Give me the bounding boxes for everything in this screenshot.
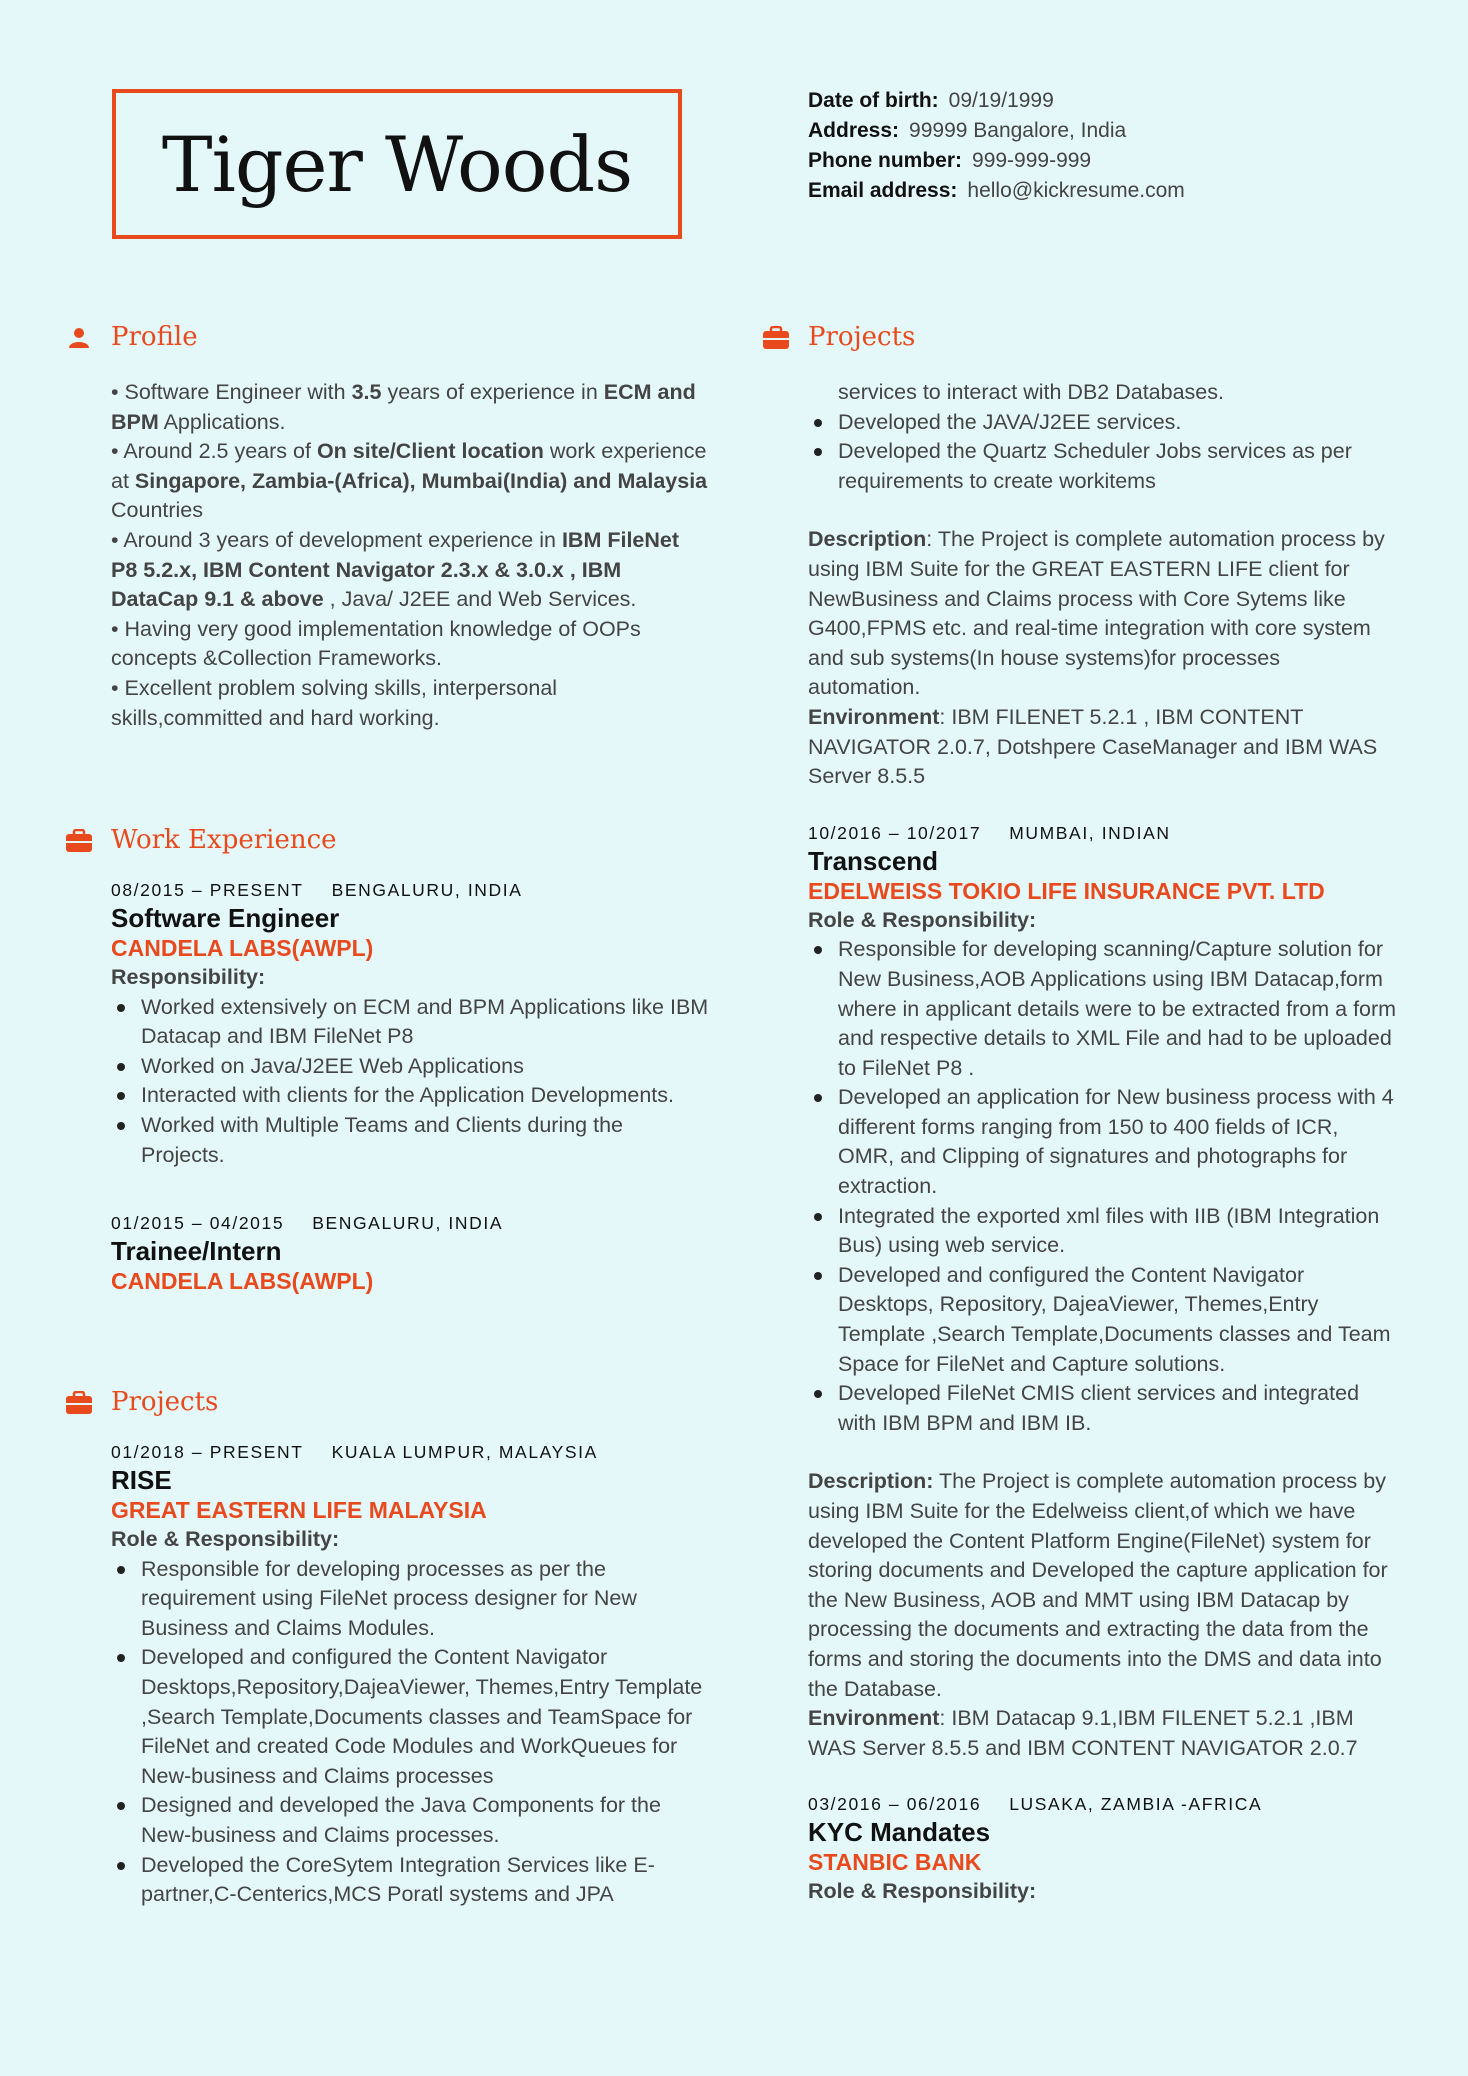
job-company: CANDELA LABS(AWPL) [111,935,374,961]
profile-item: • Around 2.5 years of On site/Client location work experience at Singapore, Zambia-(Africa), Mumbai(India) and Malaysia Countries [111,439,708,523]
projects-heading: Projects [808,322,916,353]
list-item: Responsible for developing scanning/Capture solution for New Business,AOB Applications using IBM Datacap,form where in applicant details were to be extracted from a form and respective details to XML File and had to be uploaded to FileNet P8 . [838,935,1398,1083]
project-environment: Environment: IBM FILENET 5.2.1 , IBM CONTENT NAVIGATOR 2.0.7, Dotshpere CaseManager and IBM WAS Server 8.5.5 [808,704,1378,789]
job-sub: Responsibility: [111,965,266,989]
job-title: Software Engineer [111,903,340,933]
project-entry [808,1791,1398,1907]
profile-text [111,378,711,733]
project-company: STANBIC BANK [808,1849,982,1876]
briefcase-icon [63,825,95,857]
list-item: Interacted with clients for the Application Developments. [141,1081,711,1111]
job-company: CANDELA LABS(AWPL) [111,1268,374,1295]
project-title: RISE [111,1465,172,1495]
job-meta: 08/2015 – PRESENT BENGALURU, INDIA [111,880,523,900]
projects-section-left [111,1385,711,1910]
project-environment: Environment: IBM Datacap 9.1,IBM FILENET 5.2.1 ,IBM WAS Server 8.5.5 and IBM CONTENT NAVIGATOR 2.0.7 [808,1706,1358,1760]
project-meta: 03/2016 – 06/2016 LUSAKA, ZAMBIA -AFRICA [808,1794,1263,1815]
job-bullets [111,993,711,1171]
contact-email: Email address: hello@kickresume.com [808,179,1185,202]
profile-item: • Around 3 years of development experience in IBM FileNet P8 5.2.x, IBM Content Navigator 2.3.x & 3.0.x , IBM DataCap 9.1 & above , Java/ J2EE and Web Services. [111,527,680,612]
projects-section-right [808,320,1398,1907]
projects-heading: Projects [111,1387,219,1418]
project-description: Description: The Project is complete automation process by using IBM Suite for the Edelweiss client,of which we have developed the Content Platform Engine(FileNet) system for storing documents and Developed the capture application for the New Business, AOB and MMT using IBM Datacap by processing the documents and extracting the data from the forms and storing the documents into the DMS and data into the Database. [808,1469,1388,1701]
list-item: Developed the CoreSytem Integration Services like E-partner,C-Centerics,MCS Poratl systems and JPA [141,1851,711,1910]
name-box [112,89,682,239]
job-entry [111,877,711,1170]
contact-phone: Phone number: 999-999-999 [808,149,1092,172]
list-item: Developed and configured the Content Navigator Desktops,Repository,DajeaViewer, Themes,Entry Template ,Search Template,Documents classes and TeamSpace for FileNet and created Code Modules and WorkQueues for New-business and Claims processes [141,1643,711,1791]
continued-line: services to interact with DB2 Databases. [838,380,1224,404]
contact-address: Address: 99999 Bangalore, India [808,119,1127,142]
list-item: Designed and developed the Java Components for the New-business and Claims processes. [141,1791,711,1850]
person-icon [63,322,95,354]
profile-item: • Having very good implementation knowledge of OOPs concepts &Collection Frameworks. [111,616,641,671]
list-item: Developed the Quartz Scheduler Jobs services as per requirements to create workitems [838,437,1398,496]
candidate-name: Tiger Woods [161,119,633,209]
project-sub: Role & Responsibility: [808,1879,1037,1904]
project-meta: 10/2016 – 10/2017 MUMBAI, INDIAN [808,822,1171,843]
list-item: Developed the JAVA/J2EE services. [838,408,1398,438]
briefcase-icon [63,1387,95,1419]
list-item: Worked with Multiple Teams and Clients during the Projects. [141,1111,711,1170]
briefcase-icon [760,322,792,354]
profile-item: • Excellent problem solving skills, interpersonal skills,committed and hard working. [111,675,558,730]
list-item: Worked on Java/J2EE Web Applications [141,1052,711,1082]
job-entry [111,1210,711,1296]
work-heading: Work Experience [111,825,337,856]
profile-item: • Software Engineer with 3.5 years of experience in ECM and BPM Applications. [111,380,696,434]
project-sub: Role & Responsibility: [808,907,1037,932]
project-bullets [808,935,1398,1438]
project-title: KYC Mandates [808,1817,991,1848]
list-item: Developed FileNet CMIS client services and integrated with IBM BPM and IBM IB. [838,1379,1398,1438]
project-meta: 01/2018 – PRESENT KUALA LUMPUR, MALAYSIA [111,1442,598,1462]
profile-heading: Profile [111,322,198,353]
project-bullets [808,408,1398,497]
job-meta: 01/2015 – 04/2015 BENGALURU, INDIA [111,1213,504,1234]
list-item: Worked extensively on ECM and BPM Applications like IBM Datacap and IBM FileNet P8 [141,993,711,1052]
project-title: Transcend [808,845,939,876]
list-item: Integrated the exported xml files with IIB (IBM Integration Bus) using web service. [838,1202,1398,1261]
work-section [111,823,711,1296]
contact-dob: Date of birth: 09/19/1999 [808,89,1054,112]
project-description: Description: The Project is complete automation process by using IBM Suite for the GREAT EASTERN LIFE client for NewBusiness and Claims process with Core Sytems like G400,FPMS etc. and real-time integration with core system and sub systems(In house systems)for processes automation. [808,527,1385,700]
list-item: Developed and configured the Content Navigator Desktops, Repository, DajeaViewer, Themes,Entry Template ,Search Template,Documents classes and Team Space for FileNet and Capture solutions. [838,1261,1398,1379]
project-bullets [111,1555,711,1910]
profile-section [111,320,711,733]
project-company: GREAT EASTERN LIFE MALAYSIA [111,1497,487,1523]
contact-info [808,86,1185,206]
job-title: Trainee/Intern [111,1236,282,1267]
project-company: EDELWEISS TOKIO LIFE INSURANCE PVT. LTD [808,877,1325,904]
project-sub: Role & Responsibility: [111,1527,340,1551]
list-item: Developed an application for New business process with 4 different forms ranging from 150 to 400 fields of ICR, OMR, and Clipping of signatures and photographs for extraction. [838,1083,1398,1201]
list-item: Responsible for developing processes as per the requirement using FileNet process designer for New Business and Claims Modules. [141,1555,711,1644]
project-entry [808,820,1398,1764]
